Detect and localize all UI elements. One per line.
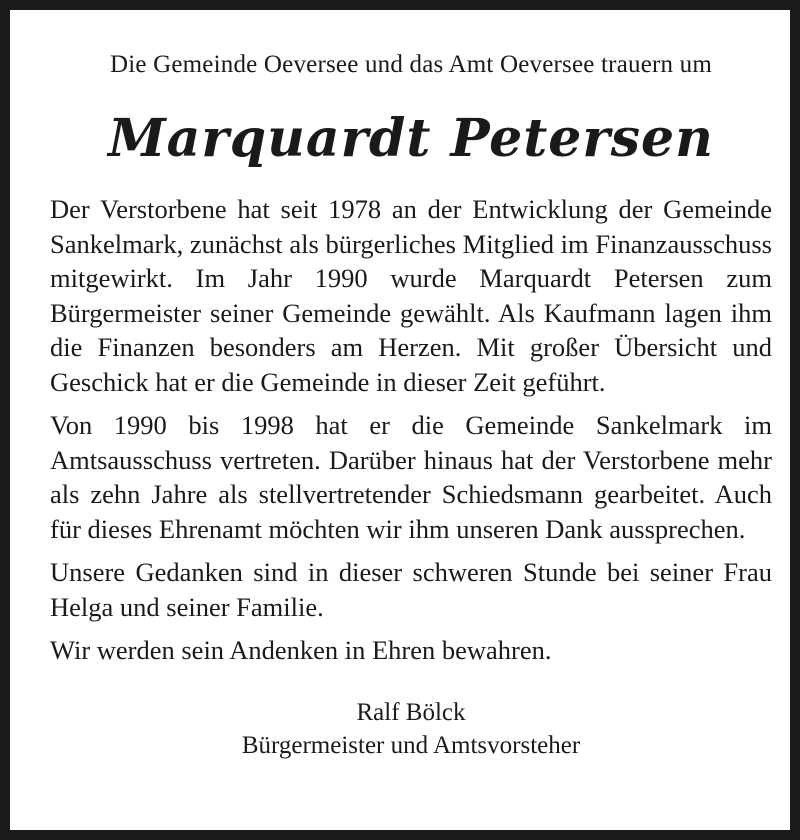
notice-paragraph-career: Der Verstorbene hat seit 1978 an der Entwicklung der Gemeinde Sankelmark, zunächst als bürgerliches Mitglied im Finanzausschuss mitgewirkt. Im Jahr 1990 wurde Marquardt Petersen zum Bürgermeister seiner Gemeinde gewählt. Als Kaufmann lagen ihm die Finanzen besonders am Herzen. Mit großer Übersicht und Geschick hat er die Gemeinde in dieser Zeit geführt. — [50, 194, 772, 397]
notice-paragraph-remembrance: Wir werden sein Andenken in Ehren bewahren. — [50, 635, 552, 665]
signatory-title: Bürgermeister und Amtsvorsteher — [241, 731, 581, 759]
notice-intro: Die Gemeinde Oeversee und das Amt Oeversee trauern um — [109, 51, 713, 78]
signature-block — [50, 696, 772, 762]
obituary-notice-content — [50, 50, 772, 762]
notice-paragraph-service: Von 1990 bis 1998 hat er die Gemeinde Sankelmark im Amtsausschuss vertreten. Darüber hinaus hat der Verstorbene mehr als zehn Jahre als stellvertretender Schiedsmann gearbeitet. Auch für dieses Ehrenamt möchten wir ihm unseren Dank aussprechen. — [50, 410, 772, 544]
notice-paragraph-condolence: Unsere Gedanken sind in dieser schweren Stunde bei seiner Frau Helga und seiner Familie. — [50, 557, 772, 622]
signatory-name: Ralf Bölck — [356, 698, 466, 726]
deceased-name: Marquardt Petersen — [108, 108, 714, 169]
